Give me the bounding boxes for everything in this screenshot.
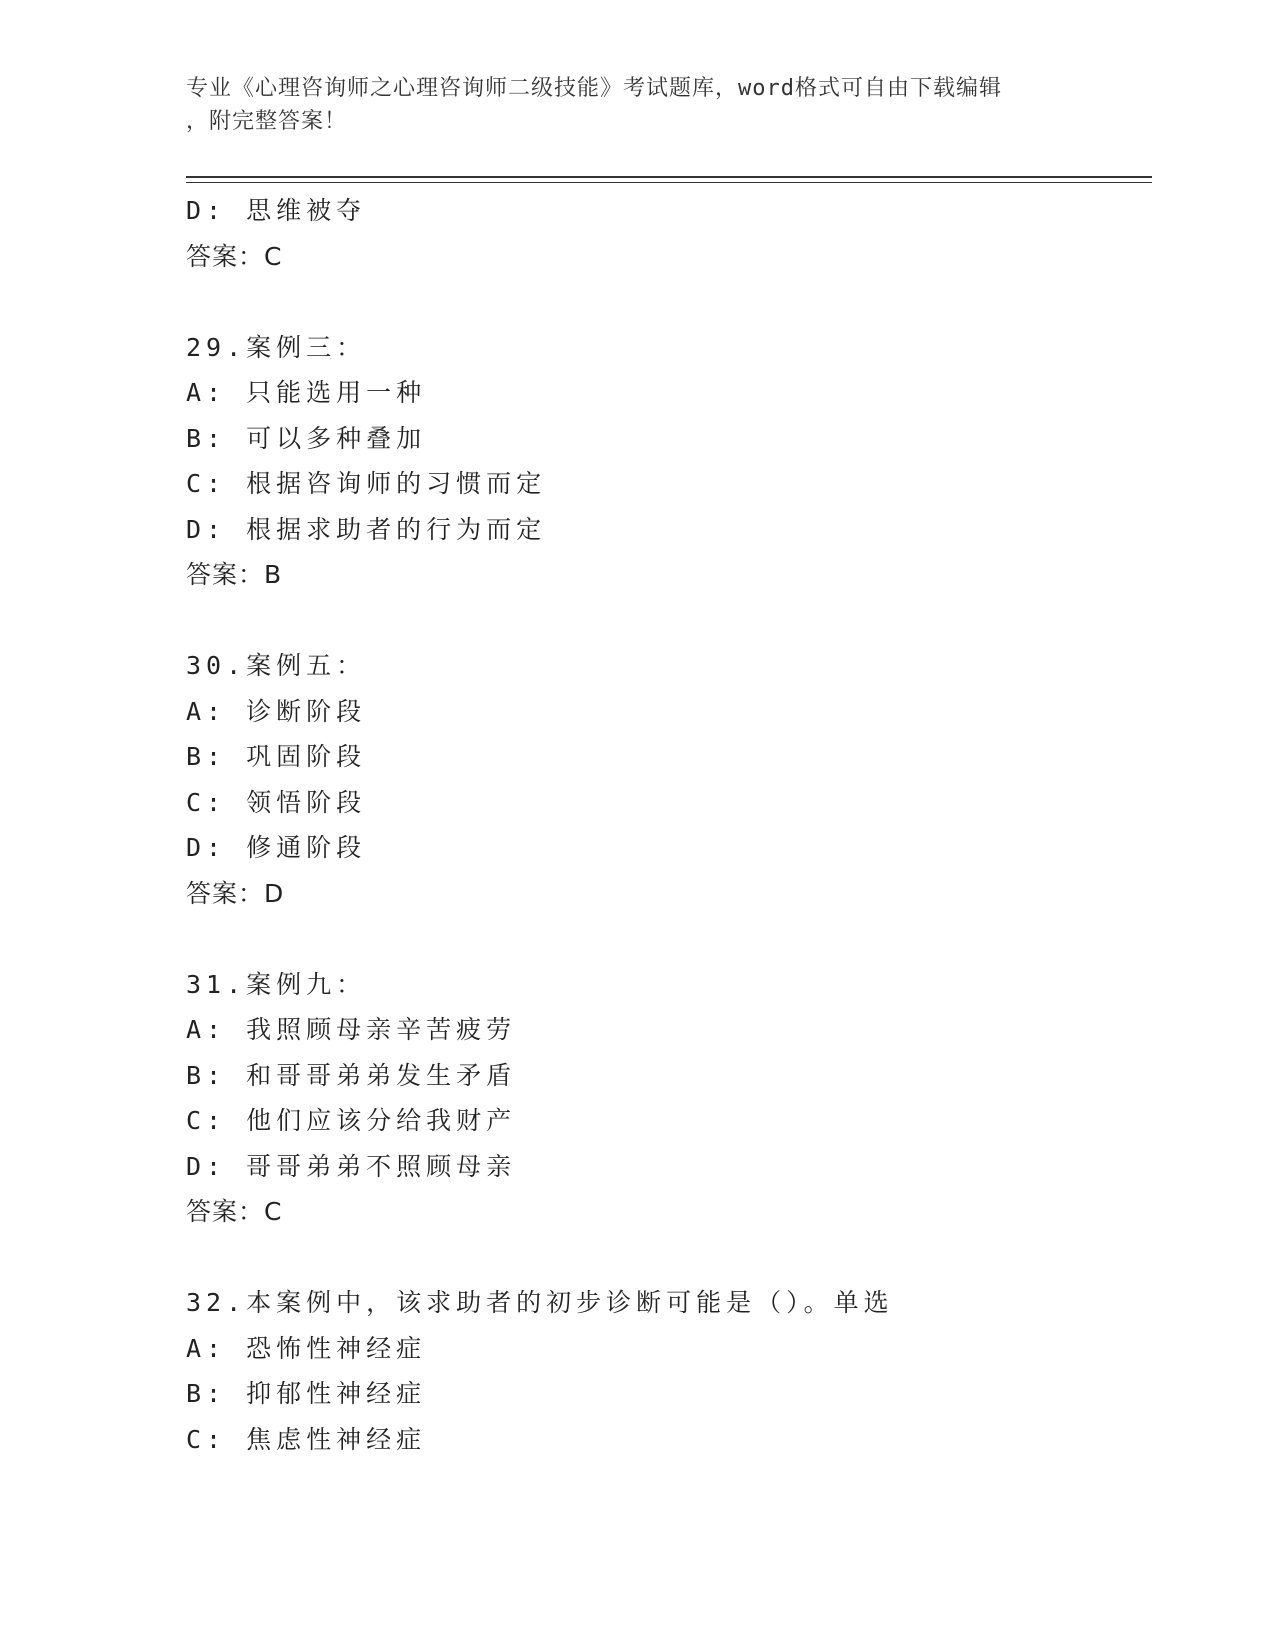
header-line-2: ，附完整答案！: [186, 109, 348, 134]
option-d: D: 修通阶段: [186, 833, 367, 862]
answer-line: 答案：B: [186, 560, 283, 589]
question-stem: 30.案例五：: [186, 651, 367, 680]
question-stem: 32.本案例中，该求助者的初步诊断可能是（）。单选: [186, 1288, 894, 1317]
option-a: A: 我照顾母亲辛苦疲劳: [186, 1015, 517, 1044]
answer-line: 答案：C: [186, 1197, 283, 1226]
question-stem: 31.案例九：: [186, 969, 367, 999]
option-a: A: 诊断阶段: [186, 696, 367, 726]
spacer: [186, 1235, 1152, 1281]
question-31: [186, 962, 1152, 1235]
header-line-1: 专业《心理咨询师之心理咨询师二级技能》考试题库，word格式可自由下载编辑: [186, 76, 1002, 101]
option-a: A: 恐怖性神经症: [186, 1333, 427, 1363]
option-b: B: 巩固阶段: [186, 742, 367, 771]
option-d: D: 思维被夺: [186, 196, 367, 225]
option-b: B: 抑郁性神经症: [186, 1379, 427, 1408]
question-32: [186, 1280, 1152, 1462]
question-29: [186, 325, 1152, 598]
option-b: B: 可以多种叠加: [186, 423, 427, 453]
question-30: [186, 643, 1152, 916]
option-a: A: 只能选用一种: [186, 378, 427, 407]
option-b: B: 和哥哥弟弟发生矛盾: [186, 1060, 517, 1090]
option-c: C: 他们应该分给我财产: [186, 1106, 517, 1135]
spacer: [186, 598, 1152, 644]
spacer: [186, 279, 1152, 325]
option-d: D: 哥哥弟弟不照顾母亲: [186, 1151, 517, 1181]
question-list: [186, 188, 1152, 1462]
option-c: C: 根据咨询师的习惯而定: [186, 469, 547, 498]
answer-line: 答案：C: [186, 241, 283, 271]
spacer: [186, 916, 1152, 962]
option-d: D: 根据求助者的行为而定: [186, 514, 547, 544]
document-header: [186, 72, 1086, 138]
header-divider-bottom: [186, 182, 1152, 183]
question-stem: 29.案例三：: [186, 332, 367, 362]
answer-line: 答案：D: [186, 878, 285, 908]
option-c: C: 焦虑性神经症: [186, 1424, 427, 1454]
option-c: C: 领悟阶段: [186, 787, 367, 817]
header-divider-top: [186, 176, 1152, 178]
